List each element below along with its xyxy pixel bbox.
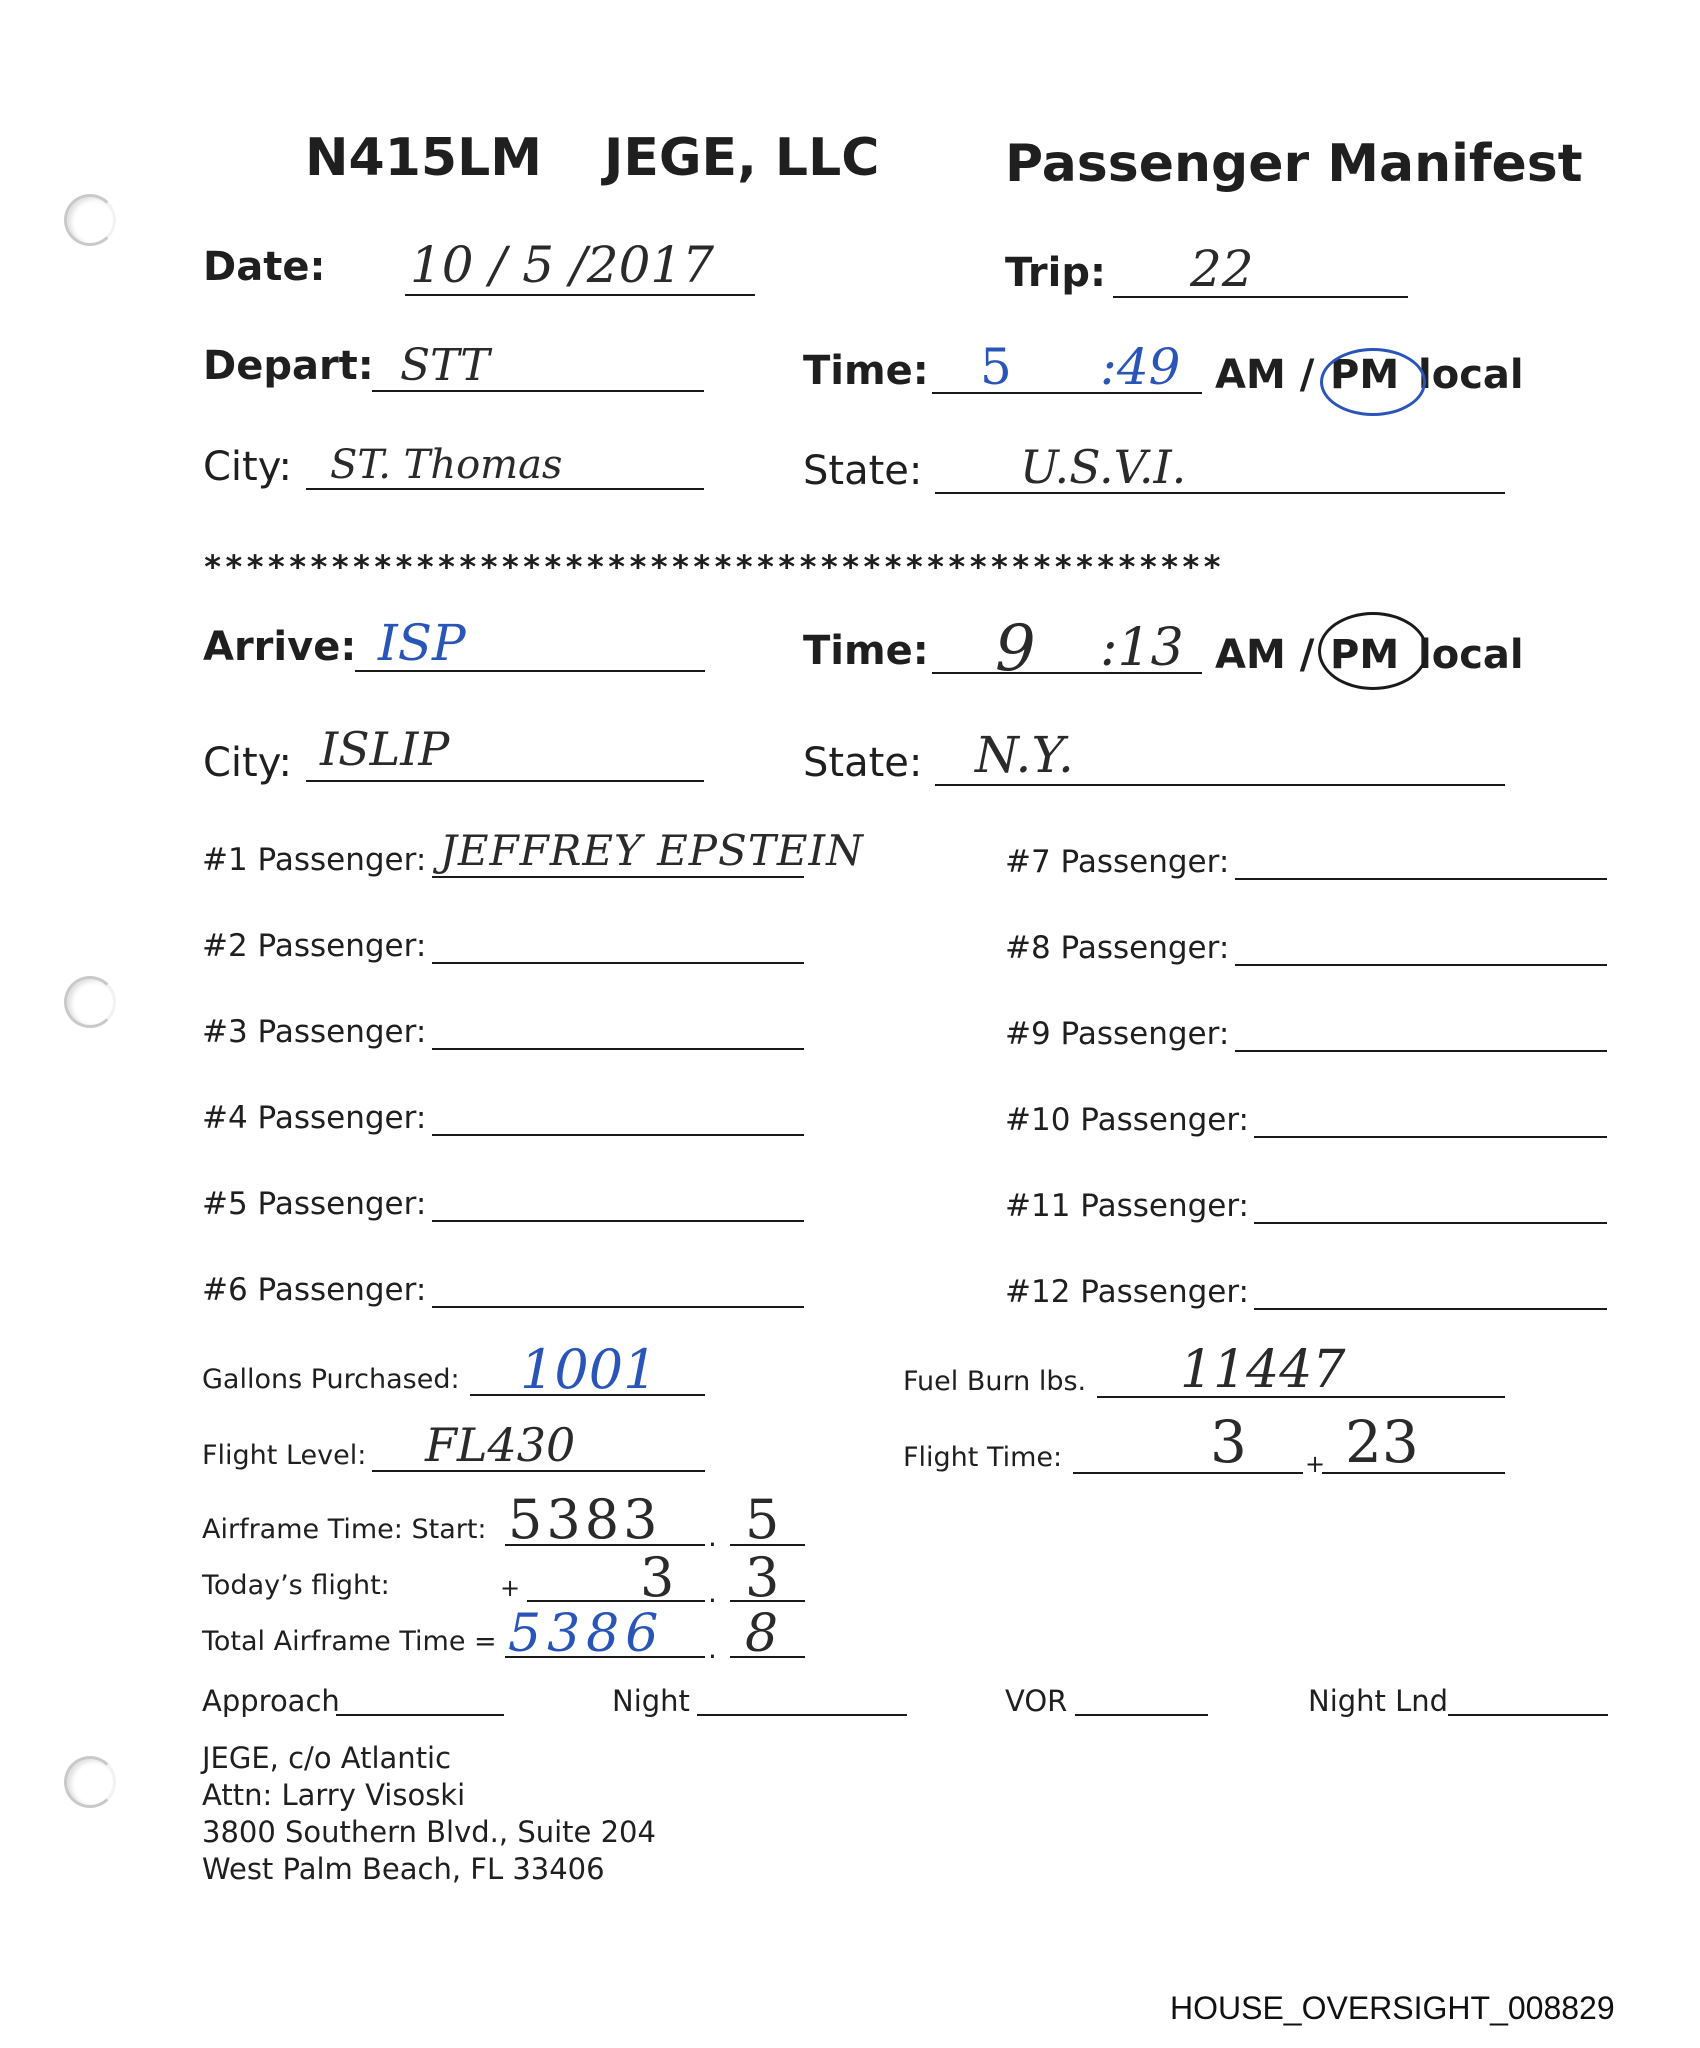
- depart-value: STT: [400, 340, 490, 391]
- todays-flight-plus: +: [500, 1574, 521, 1602]
- depart-city-line: [306, 488, 704, 490]
- depart-time-hour: 5: [980, 338, 1012, 396]
- passenger-11-line: [1254, 1222, 1607, 1224]
- section-separator: ************************************************: [203, 548, 1224, 586]
- total-airframe-tenth: 8: [745, 1604, 779, 1664]
- arrive-am-label: AM /: [1215, 632, 1315, 678]
- date-value: 10 / 5 /2017: [410, 236, 715, 294]
- binder-hole-top: [64, 194, 116, 246]
- passenger-12-line: [1254, 1308, 1607, 1310]
- arrive-label: Arrive:: [203, 624, 357, 670]
- flight-time-hours-line: [1073, 1472, 1303, 1474]
- depart-label: Depart:: [203, 343, 374, 389]
- passenger-1-line: [432, 876, 804, 878]
- airframe-start-whole: 5383: [508, 1488, 662, 1551]
- passenger-9-label: #9 Passenger:: [1005, 1016, 1230, 1052]
- passenger-2-label: #2 Passenger:: [202, 928, 427, 964]
- gallons-label: Gallons Purchased:: [202, 1364, 460, 1395]
- arrive-time-hour: 9: [995, 612, 1036, 686]
- passenger-3-line: [432, 1048, 804, 1050]
- address-line-2: Attn: Larry Visoski: [202, 1778, 466, 1812]
- passenger-9-line: [1235, 1050, 1607, 1052]
- night-label: Night: [612, 1684, 690, 1718]
- flight-time-minutes: 23: [1345, 1408, 1419, 1476]
- passenger-8-line: [1235, 964, 1607, 966]
- address-line-3: 3800 Southern Blvd., Suite 204: [202, 1815, 656, 1849]
- binder-hole-middle: [64, 976, 116, 1028]
- flight-time-plus: +: [1305, 1450, 1326, 1478]
- passenger-8-label: #8 Passenger:: [1005, 930, 1230, 966]
- vor-label: VOR: [1005, 1684, 1068, 1718]
- page-title: Passenger Manifest: [1005, 134, 1583, 194]
- total-airframe-label: Total Airframe Time =: [202, 1626, 497, 1657]
- night-lnd-label: Night Lnd: [1308, 1684, 1449, 1718]
- todays-flight-tenth: 3: [745, 1546, 780, 1609]
- arrive-state-value: N.Y.: [975, 726, 1074, 784]
- arrive-time-minute: :13: [1100, 618, 1184, 678]
- passenger-7-label: #7 Passenger:: [1005, 844, 1230, 880]
- passenger-4-line: [432, 1134, 804, 1136]
- arrive-state-line: [935, 784, 1505, 786]
- approach-label: Approach: [202, 1684, 340, 1718]
- binder-hole-bottom: [64, 1756, 116, 1808]
- gallons-value: 1001: [520, 1338, 658, 1401]
- passenger-12-label: #12 Passenger:: [1005, 1274, 1249, 1310]
- passenger-6-line: [432, 1306, 804, 1308]
- flight-time-hours: 3: [1210, 1408, 1247, 1476]
- arrive-time-label: Time:: [803, 628, 929, 674]
- total-airframe-whole: 5386: [508, 1604, 665, 1664]
- arrive-pm-circle: [1318, 612, 1428, 690]
- todays-flight-dot: .: [708, 1576, 717, 1609]
- passenger-1-value: JEFFREY EPSTEIN: [440, 826, 864, 875]
- depart-time-label: Time:: [803, 348, 929, 394]
- todays-flight-label: Today’s flight:: [202, 1570, 390, 1601]
- todays-flight-whole: 3: [640, 1546, 675, 1609]
- approach-line: [336, 1714, 504, 1716]
- todays-flight-whole-line: [527, 1600, 705, 1602]
- mailing-address: [202, 1740, 656, 1888]
- trip-line: [1113, 296, 1408, 298]
- arrive-state-label: State:: [803, 740, 923, 786]
- arrive-city-line: [306, 780, 704, 782]
- passenger-5-label: #5 Passenger:: [202, 1186, 427, 1222]
- arrive-pm-label: PM: [1330, 632, 1400, 678]
- depart-city-label: City:: [203, 444, 292, 490]
- depart-pm-label: PM: [1330, 352, 1400, 398]
- passenger-10-line: [1254, 1136, 1607, 1138]
- passenger-5-line: [432, 1220, 804, 1222]
- depart-local-label: local: [1418, 352, 1524, 398]
- fuel-burn-label: Fuel Burn lbs.: [903, 1366, 1087, 1397]
- depart-state-value: U.S.V.I.: [1020, 440, 1187, 494]
- address-line-4: West Palm Beach, FL 33406: [202, 1852, 605, 1886]
- depart-time-minute: :49: [1100, 338, 1181, 396]
- passenger-11-label: #11 Passenger:: [1005, 1188, 1249, 1224]
- arrive-value: ISP: [378, 614, 466, 672]
- vor-line: [1075, 1714, 1208, 1716]
- passenger-10-label: #10 Passenger:: [1005, 1102, 1249, 1138]
- arrive-city-label: City:: [203, 740, 292, 786]
- trip-value: 22: [1190, 240, 1254, 298]
- flight-level-label: Flight Level:: [202, 1440, 367, 1471]
- document-id: HOUSE_OVERSIGHT_008829: [1170, 1990, 1615, 2026]
- flight-time-label: Flight Time:: [903, 1442, 1063, 1473]
- passenger-6-label: #6 Passenger:: [202, 1272, 427, 1308]
- fuel-burn-value: 11447: [1180, 1340, 1346, 1400]
- date-label: Date:: [203, 244, 326, 290]
- address-line-1: JEGE, c/o Atlantic: [202, 1741, 452, 1775]
- passenger-1-label: #1 Passenger:: [202, 842, 427, 878]
- depart-city-value: ST. Thomas: [330, 442, 563, 488]
- depart-state-label: State:: [803, 448, 923, 494]
- passenger-2-line: [432, 962, 804, 964]
- total-airframe-dot: .: [708, 1632, 717, 1665]
- night-lnd-line: [1448, 1714, 1608, 1716]
- depart-am-label: AM /: [1215, 352, 1315, 398]
- arrive-local-label: local: [1418, 632, 1524, 678]
- trip-label: Trip:: [1005, 250, 1106, 296]
- airframe-start-label: Airframe Time: Start:: [202, 1514, 487, 1545]
- passenger-7-line: [1235, 878, 1607, 880]
- depart-pm-circle: [1320, 348, 1426, 416]
- night-line: [697, 1714, 907, 1716]
- passenger-3-label: #3 Passenger:: [202, 1014, 427, 1050]
- airframe-start-dot: .: [708, 1520, 717, 1553]
- flight-level-value: FL430: [425, 1418, 576, 1472]
- company-name: JEGE, LLC: [604, 128, 880, 188]
- airframe-start-tenth: 5: [745, 1488, 780, 1551]
- passenger-4-label: #4 Passenger:: [202, 1100, 427, 1136]
- date-line: [405, 294, 755, 296]
- arrive-city-value: ISLIP: [320, 722, 450, 776]
- tail-number: N415LM: [305, 128, 542, 188]
